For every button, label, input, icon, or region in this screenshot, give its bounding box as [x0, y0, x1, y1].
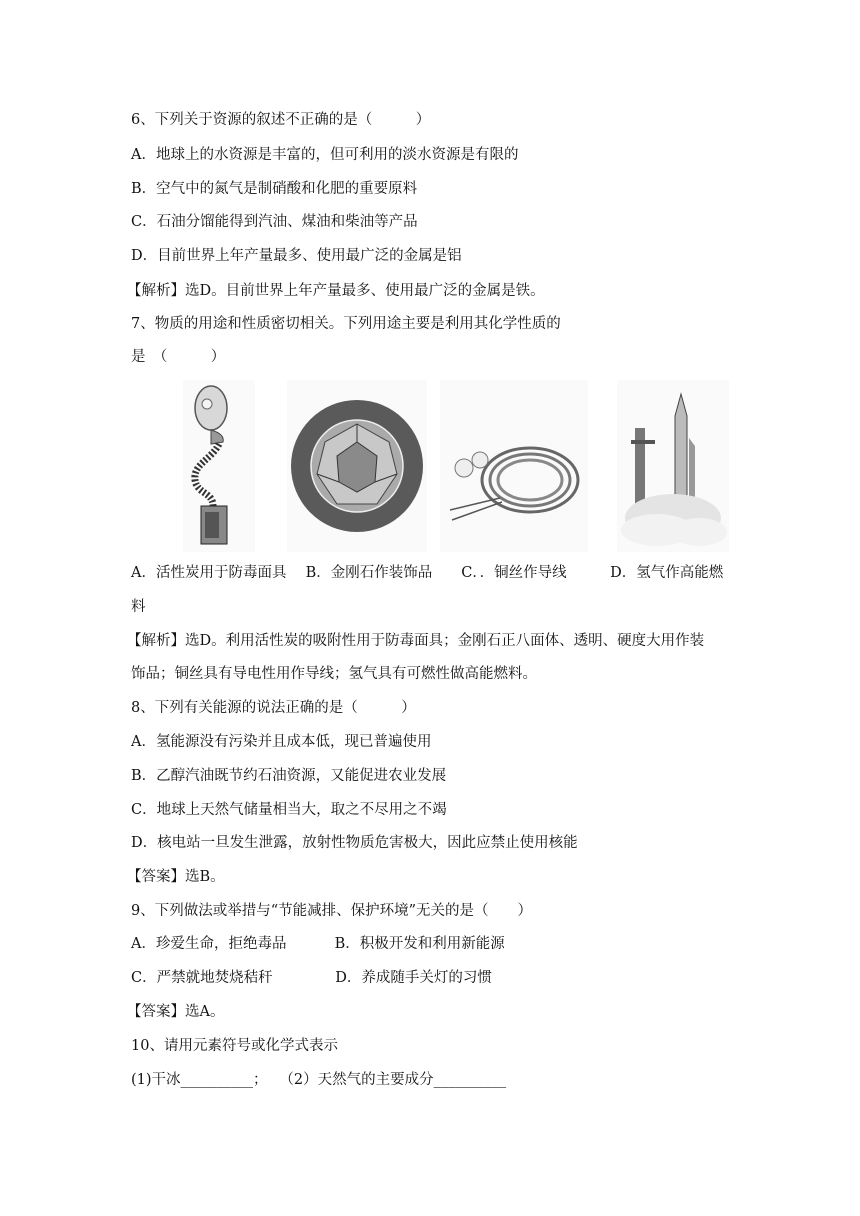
copper-wire-icon	[440, 380, 588, 552]
diamond-icon	[287, 380, 427, 552]
q6-analysis: 【解析】选D。目前世界上年产量最多、使用最广泛的金属是铁。	[127, 283, 545, 299]
q8-answer: 【答案】选B。	[127, 869, 225, 885]
q8-option-b: B．乙醇汽油既节约石油资源，又能促进农业发展	[131, 768, 447, 784]
q9-stem: 9、下列做法或举措与“节能减排、保护环境”无关的是（ ）	[131, 903, 533, 919]
q7-figures	[183, 380, 729, 552]
q7-analysis: 【解析】选D。利用活性炭的吸附性用于防毒面具；金刚石正八面体、透明、硬度大用作装	[127, 633, 705, 649]
q6-option-b: B．空气中的氮气是制硝酸和化肥的重要原料	[131, 181, 418, 197]
q10-blanks: (1)干冰__________； （2）天然气的主要成分__________	[131, 1072, 507, 1088]
q7-stem-cont: 是 （ ）	[131, 349, 226, 365]
q6-option-d: D．目前世界上年产量最多、使用最广泛的金属是铝	[131, 248, 462, 264]
q8-option-c: C．地球上天然气储量相当大，取之不尽用之不竭	[131, 802, 447, 818]
q8-option-a: A．氢能源没有污染并且成本低，现已普遍使用	[131, 734, 432, 750]
q9-options-row2: C．严禁就地焚烧秸秆 D．养成随手关灯的习惯	[131, 970, 492, 986]
q9-answer: 【答案】选A。	[127, 1004, 225, 1020]
q9-options-row1: A．珍爱生命，拒绝毒品 B．积极开发和利用新能源	[131, 936, 505, 952]
q8-stem: 8、下列有关能源的说法正确的是（ ）	[131, 700, 416, 716]
q8-option-d: D．核电站一旦发生泄露，放射性物质危害极大，因此应禁止使用核能	[131, 835, 578, 851]
q7-analysis-cont: 饰品；铜丝具有导电性用作导线；氢气具有可燃性做高能燃料。	[131, 666, 537, 682]
q7-options-cont: 料	[131, 599, 146, 615]
rocket-launch-icon	[617, 380, 729, 552]
q6-stem: 6、下列关于资源的叙述不正确的是（ ）	[131, 112, 431, 128]
q6-option-a: A．地球上的水资源是丰富的，但可利用的淡水资源是有限的	[131, 147, 519, 163]
q6-option-c: C．石油分馏能得到汽油、煤油和柴油等产品	[131, 214, 418, 230]
gas-mask-icon	[183, 380, 255, 552]
q10-stem: 10、请用元素符号或化学式表示	[131, 1038, 338, 1054]
q7-stem: 7、物质的用途和性质密切相关。下列用途主要是利用其化学性质的	[131, 316, 561, 332]
q7-options: A．活性炭用于防毒面具 B．金刚石作装饰品 C．．铜丝作导线 D．氢气作高能燃	[131, 565, 724, 581]
